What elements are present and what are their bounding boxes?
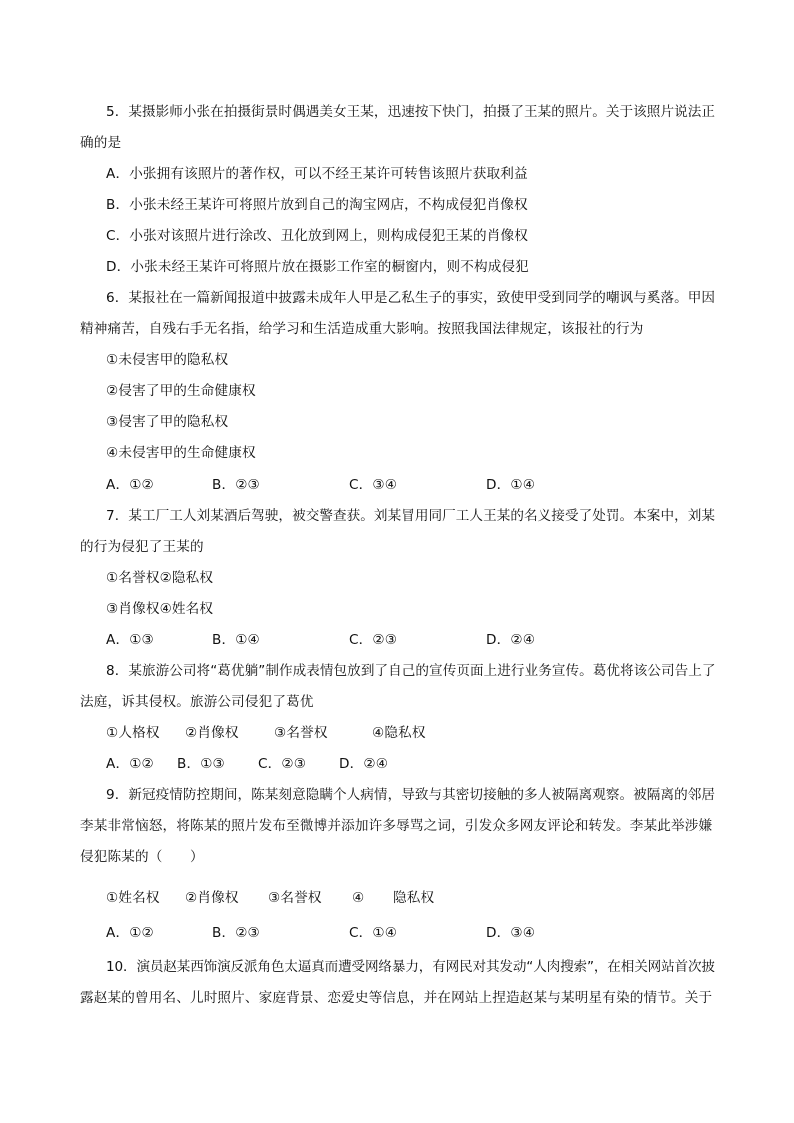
q7-item-2: ③肖像权④姓名权 <box>106 601 214 617</box>
q5-option-b: B．小张未经王某许可将照片放到自己的淘宝网店，不构成侵犯肖像权 <box>106 197 528 213</box>
q7-stem-line-1: 7．某工厂工人刘某酒后驾驶，被交警查获。刘某冒用同厂工人王某的名义接受了处罚。本案中，刘某 <box>106 508 716 524</box>
q6-choice-c: C．③④ <box>349 477 398 493</box>
q9-stem-line-3: 侵犯陈某的（ ） <box>80 849 204 865</box>
q6-choice-d: D．①④ <box>486 477 536 493</box>
q7-choice-a: A．①③ <box>106 632 154 648</box>
q7-item-1: ①名誉权②隐私权 <box>106 570 214 586</box>
q9-stem-line-1: 9．新冠疫情防控期间，陈某刻意隐瞒个人病情，导致与其密切接触的多人被隔离观察。被隔离的邻居 <box>106 787 716 803</box>
q7-choice-b: B．①④ <box>212 632 260 648</box>
q8-choice-a: A．①② <box>106 756 154 772</box>
q5-stem-line-2: 确的是 <box>80 135 122 151</box>
q9-choice-c: C．①④ <box>349 925 398 941</box>
q9-item-3: ③名誉权 <box>268 890 322 906</box>
q9-choice-b: B．②③ <box>212 925 260 941</box>
q10-stem-line-1: 10．演员赵某西饰演反派角色太逼真而遭受网络暴力，有网民对其发动“人肉搜索”，在相关网站首次披 <box>106 959 715 975</box>
q6-choice-b: B．②③ <box>212 477 260 493</box>
q9-item-4-marker: ④ <box>352 890 365 906</box>
q5-option-d: D．小张未经王某许可将照片放在摄影工作室的橱窗内，则不构成侵犯 <box>106 259 529 275</box>
q5-option-a: A．小张拥有该照片的著作权，可以不经王某许可转售该照片获取利益 <box>106 166 528 182</box>
q9-stem-line-2: 李某非常恼怒，将陈某的照片发布至微博并添加许多辱骂之词，引发众多网友评论和转发。李某此举涉嫌 <box>80 818 713 834</box>
q8-choice-d: D．②④ <box>339 756 389 772</box>
q8-choice-c: C．②③ <box>258 756 307 772</box>
q10-stem-line-2: 露赵某的曾用名、儿时照片、家庭背景、恋爱史等信息，并在网站上捏造赵某与某明星有染的情节。关于 <box>80 990 713 1006</box>
q6-item-3: ③侵害了甲的隐私权 <box>106 414 229 430</box>
q9-item-4-text: 隐私权 <box>393 890 435 906</box>
q8-item-2: ②肖像权 <box>185 725 239 741</box>
q6-choice-a: A．①② <box>106 477 154 493</box>
q7-choice-c: C．②③ <box>349 632 398 648</box>
q6-item-4: ④未侵害甲的生命健康权 <box>106 445 256 461</box>
q8-stem-line-2: 法庭，诉其侵权。旅游公司侵犯了葛优 <box>80 694 314 710</box>
q5-option-c: C．小张对该照片进行涂改、丑化放到网上，则构成侵犯王某的肖像权 <box>106 228 528 244</box>
q7-stem-line-2: 的行为侵犯了王某的 <box>80 539 204 555</box>
q9-item-1: ①姓名权 <box>106 890 160 906</box>
q8-item-3: ③名誉权 <box>274 725 328 741</box>
q9-choice-d: D．③④ <box>486 925 536 941</box>
q8-item-4: ④隐私权 <box>372 725 426 741</box>
q6-stem-line-1: 6．某报社在一篇新闻报道中披露未成年人甲是乙私生子的事实，致使甲受到同学的嘲讽与奚落。甲因 <box>106 290 716 306</box>
q6-stem-line-2: 精神痛苦，自残右手无名指，给学习和生活造成重大影响。按照我国法律规定，该报社的行为 <box>80 321 644 337</box>
q8-item-1: ①人格权 <box>106 725 160 741</box>
q7-choice-d: D．②④ <box>486 632 536 648</box>
q5-stem-line-1: 5．某摄影师小张在拍摄街景时偶遇美女王某，迅速按下快门，拍摄了王某的照片。关于该照片说法正 <box>106 104 716 120</box>
q8-stem-line-1: 8．某旅游公司将“葛优躺”制作成表情包放到了自己的宣传页面上进行业务宣传。葛优将该公司告上了 <box>106 663 716 679</box>
q6-item-2: ②侵害了甲的生命健康权 <box>106 383 256 399</box>
q9-item-2: ②肖像权 <box>185 890 239 906</box>
q6-item-1: ①未侵害甲的隐私权 <box>106 352 229 368</box>
q9-choice-a: A．①② <box>106 925 154 941</box>
q8-choice-b: B．①③ <box>177 756 225 772</box>
